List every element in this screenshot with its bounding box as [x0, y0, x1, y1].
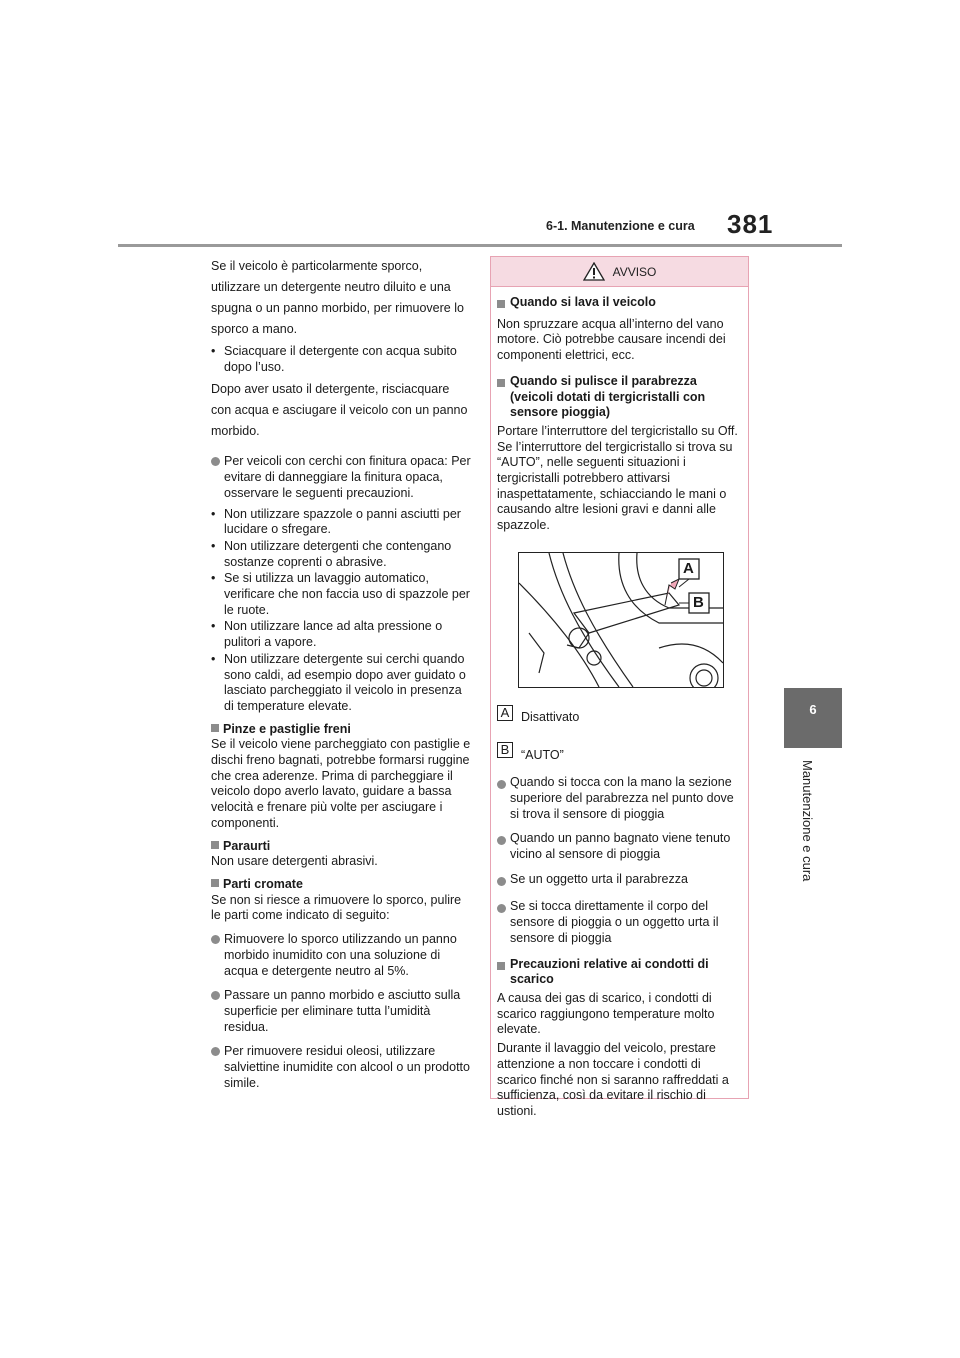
- sub-item: • Non utilizzare detergente sui cerchi quando sono caldi, ad esempio dopo aver guidato o lasciato parcheggiato il veicolo in presenza di temperature elevate.: [211, 651, 466, 713]
- intro-text: Se il veicolo è particolarmente sporco, utilizzare un detergente neutro diluito e una spugna o un panno morbido, per rimuovere lo sporco a mano.: [211, 259, 464, 336]
- sub-item: • Non utilizzare spazzole o panni asciutti per lucidare o sfregare.: [211, 506, 461, 537]
- square-bullet-icon: [497, 300, 505, 308]
- bullet-circle-icon: [497, 877, 506, 886]
- square-bullet-icon: [211, 841, 219, 849]
- sub-item: • Non utilizzare lance ad alta pressione o pulitori a vapore.: [211, 619, 443, 650]
- windshield-text-1: Portare l’interruttore del tergicristallo su Off.: [497, 423, 738, 438]
- after-text: Dopo aver usato il detergente, risciacquare con acqua e asciugare il veicolo con un panno morbido.: [211, 382, 468, 439]
- chapter-tab: 6: [784, 688, 842, 748]
- exhaust-heading: Precauzioni relative ai condotti di scarico: [497, 957, 742, 988]
- bumper-text: Non usare detergenti abrasivi.: [211, 854, 378, 869]
- warning-box: [490, 256, 749, 1118]
- illus-label-a: A: [683, 559, 694, 577]
- bullet-circle-icon: [497, 780, 506, 789]
- wiper-switch-illustration: [518, 552, 724, 688]
- bullet-circle-icon: [497, 836, 506, 845]
- legend-box-a: A: [497, 705, 513, 721]
- wash-text: Non spruzzare acqua all’interno del vano motore. Ciò potrebbe causare incendi dei componenti elettrici, ecc.: [497, 316, 726, 363]
- square-bullet-icon: [497, 962, 505, 970]
- bullet-circle-icon: [497, 904, 506, 913]
- warning-triangle-icon: [583, 262, 605, 281]
- situation-bullet: Quando un panno bagnato viene tenuto vicino al sensore di pioggia: [497, 831, 742, 862]
- bumper-heading: Paraurti: [211, 839, 471, 855]
- warning-title: AVVISO: [612, 264, 657, 279]
- chrome-heading: Parti cromate: [211, 877, 471, 893]
- windshield-text-2: Se l’interruttore del tergicristallo si trova su “AUTO”, nelle seguenti situazioni i tergicristalli potrebbero attivarsi inaspettatamente, schiacciando le mani o causando altre lesioni gravi e danni alle spazzole.: [497, 439, 733, 533]
- left-column: [211, 256, 471, 1096]
- bullet-circle-icon: [211, 457, 220, 466]
- windshield-heading: Quando si pulisce il parabrezza (veicoli dotati di tergicristalli con sensore pioggia): [497, 374, 742, 421]
- sub-item: • Non utilizzare detergenti che contengano sostanze coprenti o abrasive.: [211, 538, 452, 569]
- bullet-circle-icon: [211, 935, 220, 944]
- header-rule: [118, 244, 842, 247]
- intro-sub-item: • Sciacquare il detergente con acqua subito dopo l’uso.: [211, 344, 457, 374]
- sub-item: • Se si utilizza un lavaggio automatico, verificare che non faccia uso di spazzole per le ruote.: [211, 571, 470, 617]
- wash-heading: Quando si lava il veicolo: [497, 295, 742, 314]
- situation-bullet: Se si tocca direttamente il corpo del sensore di pioggia o un oggetto urta il sensore di pioggia: [497, 899, 742, 946]
- bullet-circle-icon: [211, 1047, 220, 1056]
- bullet-circle-icon: [211, 991, 220, 1000]
- chrome-bullet: Rimuovere lo sporco utilizzando un panno morbido inumidito con una soluzione di acqua e detergente neutro al 5%.: [211, 932, 471, 979]
- chrome-text: Se non si riesce a rimuovere lo sporco, pulire le parti come indicato di seguito:: [211, 892, 462, 923]
- brakes-heading: Pinze e pastiglie freni: [211, 722, 471, 738]
- square-bullet-icon: [211, 879, 219, 887]
- section-title: 6-1. Manutenzione e cura: [546, 219, 695, 233]
- chrome-bullet: Passare un panno morbido e asciutto sulla superficie per eliminare tutta l’umidità residua.: [211, 988, 471, 1035]
- exhaust-text-1: A causa dei gas di scarico, i condotti di scarico raggiungono temperature molto elevate.: [497, 990, 715, 1037]
- page-number: 381: [727, 209, 774, 239]
- legend-b: B “AUTO”: [497, 738, 742, 764]
- brakes-text: Se il veicolo viene parcheggiato con pastiglie e dischi freno bagnati, potrebbe formarsi ruggine che crea aderenze. Prima di parcheggiare il veicolo dopo averlo lavato, guidare a bassa velocità e frenare più volte per asciugare i componenti.: [211, 737, 471, 830]
- warning-header: [491, 257, 748, 287]
- legend-box-b: B: [497, 742, 513, 758]
- exhaust-text-2: Durante il lavaggio del veicolo, prestare attenzione a non toccare i condotti di scarico finché non si saranno raffreddati a sufficienza, così da evitare il rischio di ustioni.: [497, 1041, 729, 1118]
- matte-wheels-bullet: Per veicoli con cerchi con finitura opaca: Per evitare di danneggiare la finitura opaca, osservare le seguenti precauzioni.: [211, 454, 471, 501]
- chapter-label: Manutenzione e cura: [800, 760, 815, 882]
- situation-bullet: Se un oggetto urta il parabrezza: [497, 872, 742, 891]
- situation-bullet: Quando si tocca con la mano la sezione superiore del parabrezza nel punto dove si trova il sensore di pioggia: [497, 775, 742, 822]
- chrome-bullet: Per rimuovere residui oleosi, utilizzare salviettine inumidite con alcool o un prodotto simile.: [211, 1044, 471, 1091]
- square-bullet-icon: [211, 724, 219, 732]
- legend-a: A Disattivato: [497, 700, 742, 726]
- illus-label-b: B: [693, 593, 704, 611]
- square-bullet-icon: [497, 379, 505, 387]
